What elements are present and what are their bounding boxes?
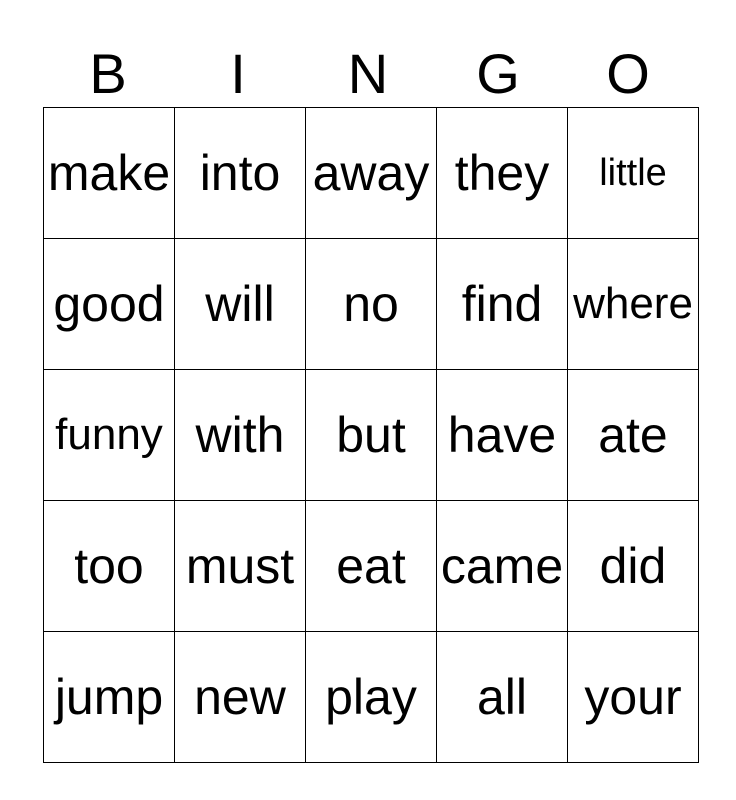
bingo-cell: did <box>568 501 699 632</box>
board-row <box>44 239 699 370</box>
bingo-cell: no <box>306 239 437 370</box>
bingo-cell: away <box>306 108 437 239</box>
bingo-cell: good <box>44 239 175 370</box>
bingo-cell: ate <box>568 370 699 501</box>
header-letter-i: I <box>230 42 246 105</box>
bingo-cell: but <box>306 370 437 501</box>
board-row <box>44 370 699 501</box>
header-letter-g: G <box>476 42 520 105</box>
bingo-cell: jump <box>44 632 175 763</box>
bingo-cell: your <box>568 632 699 763</box>
bingo-cell: they <box>437 108 568 239</box>
bingo-board <box>43 107 699 763</box>
bingo-cell: must <box>175 501 306 632</box>
bingo-cell: play <box>306 632 437 763</box>
bingo-cell: little <box>568 108 699 239</box>
bingo-cell: will <box>175 239 306 370</box>
header-letter-b: B <box>89 42 127 105</box>
bingo-cell: new <box>175 632 306 763</box>
bingo-cell: with <box>175 370 306 501</box>
header-letter-n: N <box>347 42 389 105</box>
bingo-cell: came <box>437 501 568 632</box>
bingo-cell: eat <box>306 501 437 632</box>
bingo-cell: have <box>437 370 568 501</box>
bingo-cell: funny <box>44 370 175 501</box>
bingo-cell: make <box>44 108 175 239</box>
board-row <box>44 108 699 239</box>
board-row <box>44 501 699 632</box>
bingo-cell: find <box>437 239 568 370</box>
bingo-cell: into <box>175 108 306 239</box>
bingo-header <box>43 40 693 108</box>
board-row <box>44 632 699 763</box>
bingo-cell: all <box>437 632 568 763</box>
bingo-cell: too <box>44 501 175 632</box>
header-letter-o: O <box>606 42 650 105</box>
bingo-cell: where <box>568 239 699 370</box>
